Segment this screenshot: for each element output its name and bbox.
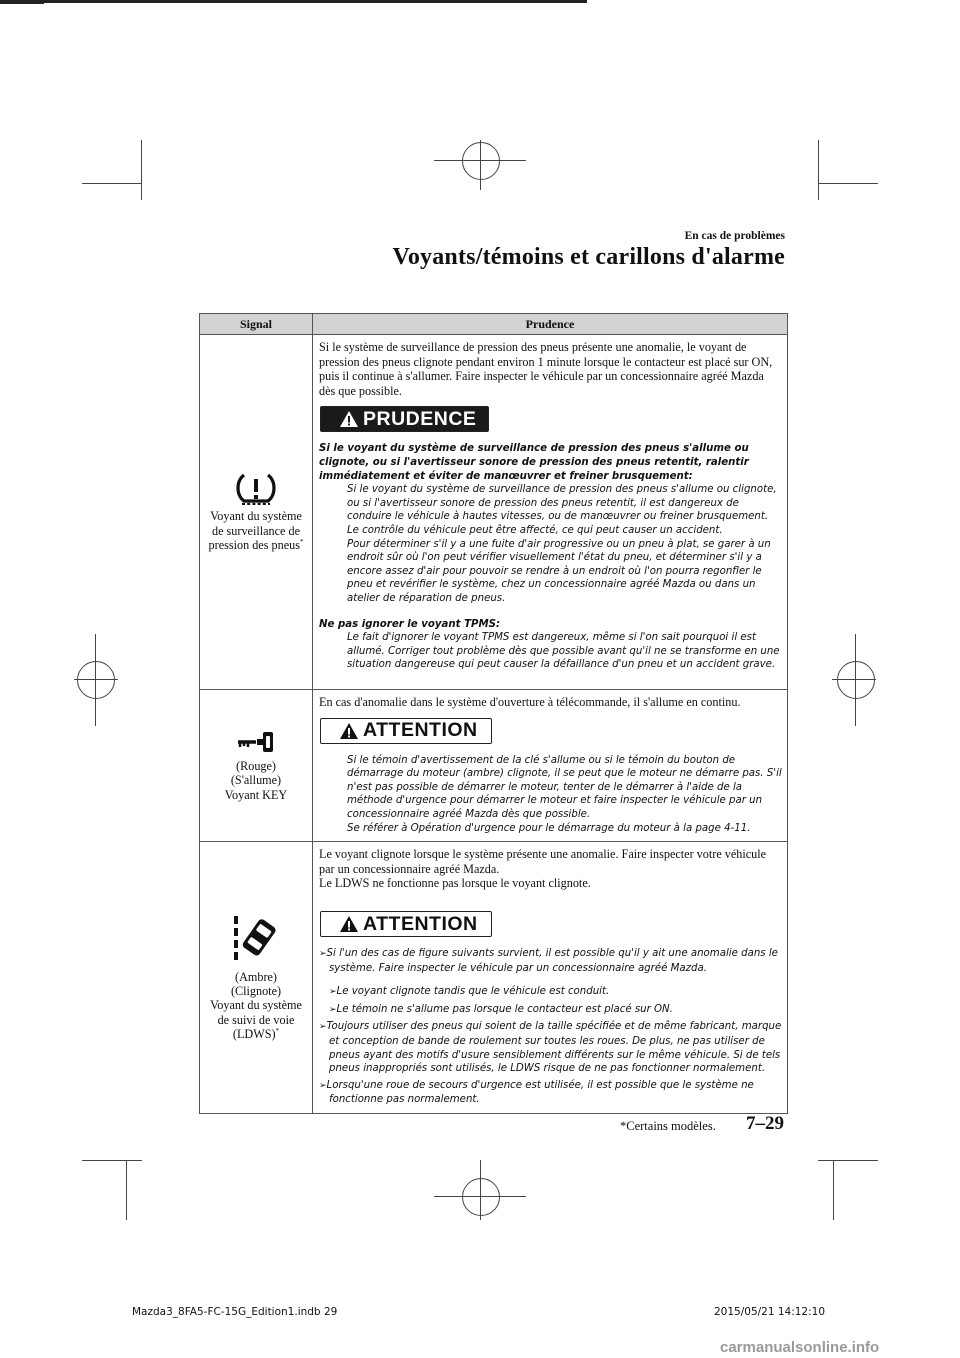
- footnote-marker: *: [275, 1027, 280, 1036]
- warning-body: Si le voyant du système de surveillance de pression des pneus s'allume ou clignote, ou si l'avertisseur sonore de pression des pneus retentit, il est dangereux de conduire le véhicule à hautes vitesses, ou de manœuvrer ou freiner brusquement. Le contrôle du véhicule peut être affecté, ce qui peut causer un accident.: [347, 484, 777, 536]
- description-text: Le LDWS ne fonctionne pas lorsque le voyant clignote.: [319, 876, 591, 891]
- signal-cell: [200, 842, 313, 1114]
- footnote-marker: *: [299, 538, 304, 547]
- bullet-arrow-icon: ➢: [329, 1004, 337, 1015]
- sub-bullet-item: ➢Le témoin ne s'allume pas lorsque le contacteur est placé sur ON.: [329, 1003, 673, 1015]
- table-row: [200, 335, 788, 690]
- description-text: En cas d'anomalie dans le système d'ouverture à télécommande, il s'allume en continu.: [319, 695, 741, 709]
- bullet-arrow-icon: ➢: [319, 948, 327, 959]
- description-text: Si le système de surveillance de pression des pneus présente une anomalie, le voyant de pression des pneus clignote pendant environ 1 minute lorsque le contacteur est placé sur ON, puis il continue à s'allumer. Faire inspecter le véhicule par un concessionnaire agréé Mazda dès que possible.: [319, 340, 773, 398]
- signal-cell: [200, 690, 313, 842]
- warning-triangle-icon: [339, 410, 359, 428]
- signal-label: de suivi de voie: [217, 1012, 295, 1027]
- bullet-item: ➢Si l'un des cas de figure suivants survient, il est possible qu'il y ait une anomalie dans le système. Faire inspecter le véhicule par un concessionnaire agréé Mazda.: [319, 947, 778, 974]
- description-cell: [313, 842, 788, 1114]
- warning-lights-table: [199, 313, 788, 1114]
- attention-box: [320, 911, 492, 937]
- bullet-arrow-icon: ➢: [319, 1022, 327, 1033]
- signal-label: de surveillance de: [212, 523, 300, 538]
- signal-label: (LDWS)*: [232, 1027, 280, 1042]
- attention-label: ATTENTION: [363, 912, 478, 935]
- signal-label: Voyant du système: [210, 998, 302, 1013]
- page-number: 7–29: [746, 1113, 784, 1134]
- watermark: carmanualsonline.info: [720, 1339, 880, 1356]
- print-timestamp: 2015/05/21 14:12:10: [714, 1306, 826, 1318]
- section-title: En cas de problèmes: [684, 230, 785, 242]
- warning-lead: Si le voyant du système de surveillance de pression des pneus s'allume ou clignote, ou si l'avertisseur sonore de pression des pneus retentit, ralentir immédiatement et éviter de manœuvrer et freiner brusquement:: [319, 443, 749, 482]
- column-header-signal: Signal: [200, 314, 313, 335]
- warning-lead: Ne pas ignorer le voyant TPMS:: [319, 618, 501, 630]
- description-cell: [313, 690, 788, 842]
- signal-label: (S'allume): [230, 773, 282, 788]
- bullet-arrow-icon: ➢: [329, 987, 337, 998]
- key-warning-icon: [236, 729, 276, 755]
- table-header-row: [200, 314, 788, 335]
- lane-departure-warning-icon: [232, 914, 280, 966]
- warning-triangle-icon: [339, 722, 359, 740]
- bullet-arrow-icon: ➢: [319, 1080, 327, 1091]
- signal-label: pression des pneus*: [208, 538, 304, 553]
- chapter-title: Voyants/témoins et carillons d'alarme: [392, 244, 785, 270]
- print-file-name: Mazda3_8FA5-FC-15G_Edition1.indb 29: [132, 1306, 338, 1318]
- sub-bullet-item: ➢Le voyant clignote tandis que le véhicule est conduit.: [329, 986, 610, 998]
- prudence-label: PRUDENCE: [363, 408, 477, 431]
- warning-body: Pour déterminer s'il y a une fuite d'air progressive ou un pneu à plat, se garer à un endroit sûr où l'on peut vérifier visuellement l'état du pneu, et déterminer s'il y a encore assez d'air pour pouvoir se rendre à un endroit où l'on pourra regonfler le pneu et revérifier le système, chez un concessionnaire agréé Mazda ou dans un atelier de réparation de pneus.: [347, 538, 771, 604]
- warning-body: Si le témoin d'avertissement de la clé s'allume ou si le témoin du bouton de démarrage du moteur (ambre) clignote, il se peut que le moteur ne démarre pas. S'il n'est pas possible de démarrer le moteur, tenter de le démarrer à l'aide de la méthode d'urgence pour démarrer le moteur et faire inspecter le véhicule par un concessionnaire agréé Mazda dès que possible.: [347, 754, 782, 820]
- tire-pressure-warning-icon: [232, 471, 280, 505]
- page-number-underline: [0, 3, 44, 4]
- warning-body: Le fait d'ignorer le voyant TPMS est dangereux, même si l'on sait pourquoi il est allumé. Corriger tout problème dès que possible avant qu'il ne se transforme en une situation dangereuse qui peut causer la défaillance d'un pneu et un accident grave.: [347, 632, 780, 671]
- column-header-prudence: Prudence: [313, 314, 788, 335]
- signal-label: (Rouge): [236, 758, 276, 773]
- signal-cell: [200, 335, 313, 690]
- prudence-box: [320, 406, 489, 432]
- table-row: [200, 690, 788, 842]
- description-text: Le voyant clignote lorsque le système présente une anomalie. Faire inspecter votre véhicule par un concessionnaire agréé Mazda.: [319, 847, 767, 876]
- warning-triangle-icon: [339, 915, 359, 933]
- description-cell: [313, 335, 788, 690]
- bullet-item: ➢Lorsqu'une roue de secours d'urgence est utilisée, il est possible que le système ne fonctionne pas normalement.: [319, 1079, 754, 1106]
- signal-label: (Ambre): [235, 969, 277, 984]
- signal-label: (Clignote): [230, 984, 282, 999]
- footnote-certains-modeles: *Certains modèles.: [620, 1119, 716, 1133]
- title-rule: [0, 0, 587, 3]
- attention-box: [320, 718, 492, 744]
- warning-body: Se référer à Opération d'urgence pour le démarrage du moteur à la page 4-11.: [347, 822, 751, 834]
- table-row: [200, 842, 788, 1114]
- signal-label: Voyant du système: [210, 509, 302, 524]
- signal-label: Voyant KEY: [224, 787, 288, 802]
- attention-label: ATTENTION: [363, 719, 478, 742]
- bullet-item: ➢Toujours utiliser des pneus qui soient de la taille spécifiée et de même fabricant, marque et conception de bande de roulement sur toutes les roues. De plus, ne pas utiliser de pneus ayant des motifs d'usure sensiblement différents sur le même véhicule. Si de tels pneus inappropriés sont utilisés, le LDWS risque de ne pas fonctionner normalement.: [319, 1021, 782, 1075]
